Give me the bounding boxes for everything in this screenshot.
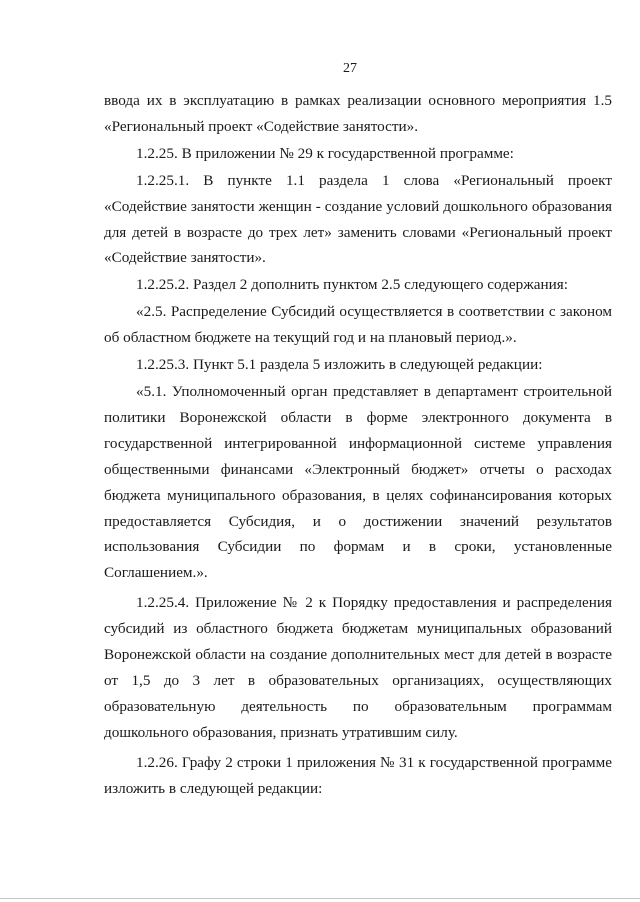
- paragraph-item-1-2-25-3: 1.2.25.3. Пункт 5.1 раздела 5 изложить в следующей редакции:: [136, 356, 543, 374]
- paragraph-item-1-2-25-1: 1.2.25.1. В пункте 1.1 раздела 1 слова «Региональный проект «Содействие занятости женщин - создание условий дошкольного образования для детей в возрасте до трех лет» заменить словами «Региональный проект «Содействие занятости».: [104, 171, 612, 267]
- paragraph-item-1-2-26: 1.2.26. Графу 2 строки 1 приложения № 31 к государственной программе изложить в следующей редакции:: [104, 753, 612, 797]
- paragraph-continuation: ввода их в эксплуатацию в рамках реализации основного мероприятия 1.5 «Региональный проект «Содействие занятости».: [104, 92, 612, 135]
- paragraph-item-1-2-25: 1.2.25. В приложении № 29 к государственной программе:: [136, 144, 514, 162]
- document-body: [104, 88, 612, 801]
- paragraph-item-1-2-25-2: 1.2.25.2. Раздел 2 дополнить пунктом 2.5 следующего содержания:: [136, 276, 568, 294]
- paragraph-quote-5-1: «5.1. Уполномоченный орган представляет в департамент строительной политики Воронежской области в форме электронного документа в государственной интегрированной информационной системе управления общественными финансами «Электронный бюджет» отчеты о расходах бюджета муниципального образования, в целях софинансирования которых предоставляется Субсидия, и о достижении значений результатов использования Субсидии по формам и в сроки, установленные Соглашением.».: [104, 382, 612, 582]
- paragraph-item-1-2-25-4: 1.2.25.4. Приложение № 2 к Порядку предоставления и распределения субсидий из областного бюджета бюджетам муниципальных образований Воронежской области на создание дополнительных мест для детей в возрасте от 1,5 до 3 лет в образовательных организациях, осуществляющих образовательную деятельность по образовательным программам дошкольного образования, признать утратившим силу.: [104, 594, 612, 741]
- page-number: 27: [343, 61, 357, 76]
- scan-edge-line: [0, 898, 640, 899]
- paragraph-quote-2-5: «2.5. Распределение Субсидий осуществляется в соответствии с законом об областном бюджете на текущий год и на плановый период.».: [104, 303, 612, 347]
